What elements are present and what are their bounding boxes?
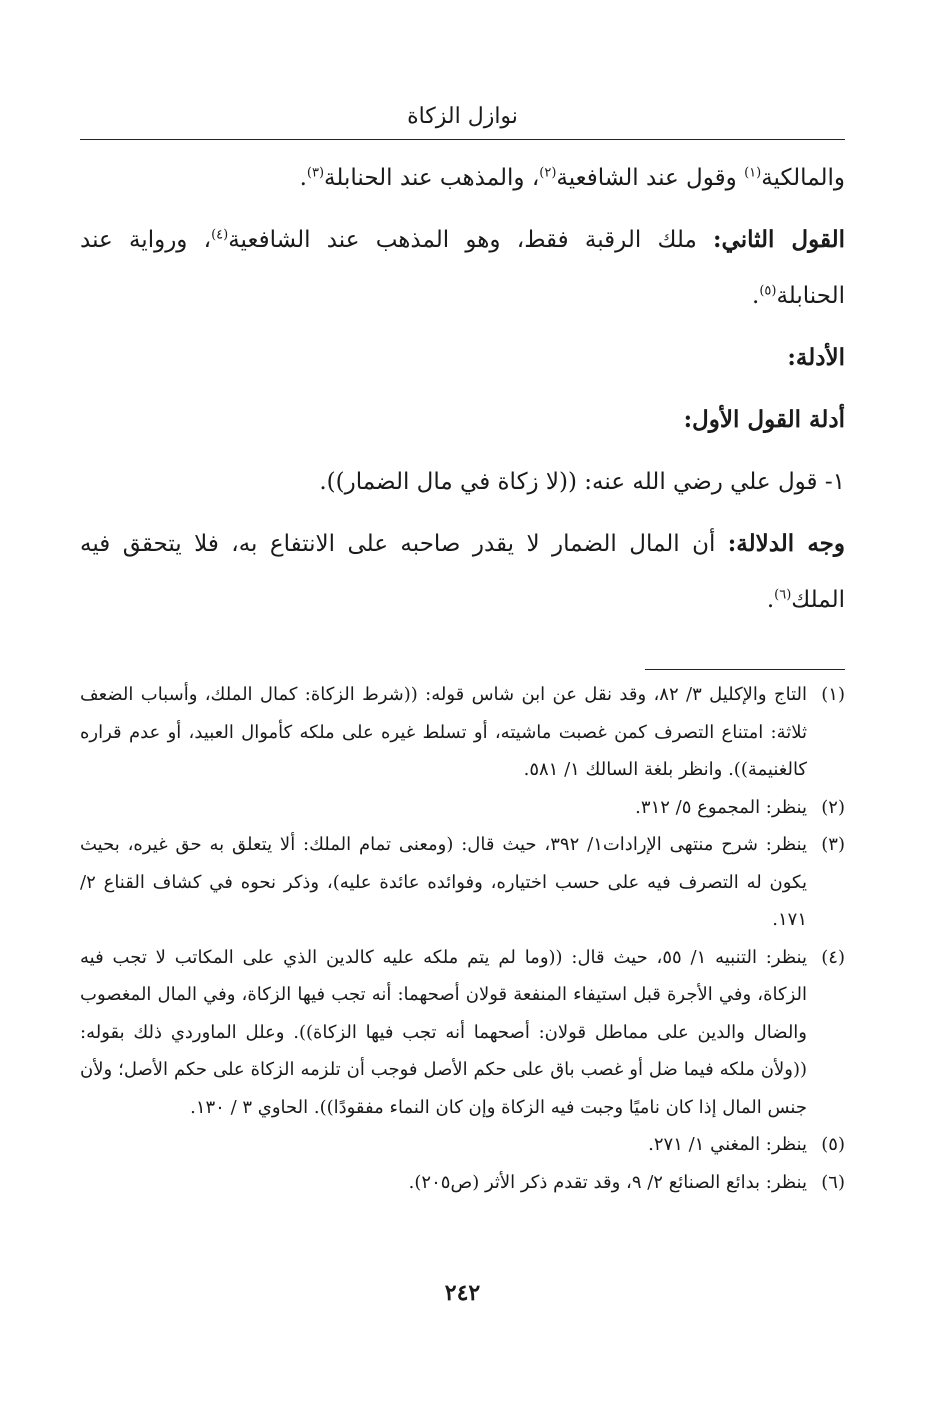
- footnote-text: ينظر: بدائع الصنائع ٢/ ٩، وقد تقدم ذكر الأثر (ص٢٠٥).: [408, 1171, 807, 1193]
- text-span: .: [752, 283, 760, 309]
- main-text: [80, 150, 845, 628]
- footnote-number: (٣): [821, 834, 845, 855]
- footnote-1: [80, 676, 845, 789]
- text-span: وقول عند الشافعية: [556, 165, 745, 191]
- footnote-number: (١): [821, 684, 845, 705]
- footnote-text: ينظر: المجموع ٥/ ٣١٢.: [635, 796, 807, 818]
- paragraph-second-opinion: [80, 212, 845, 324]
- footnote-ref-1[interactable]: (١): [744, 165, 762, 181]
- footnote-3: [80, 826, 845, 939]
- footnote-text: ينظر: التنبيه ١/ ٥٥، حيث قال: ((وما لم يتم ملكه عليه كالدين الذي على المكاتب لا تجب فيه الزكاة، وفي الأجرة قبل استيفاء المنفعة قولان أصحهما: أنه تجب فيها الزكاة، وفي المال المغصوب والضال والدين على مماطل قولان: أصحهما أنه تجب فيها الزكاة)). وعلل الماوردي ذلك بقوله: ((ولأن ملكه فيما ضل أو غصب باق على حكم الأصل فوجب أن تلزمه الزكاة على حكم الأصل؛ ولأن جنس المال إذا كان ناميًا وجبت فيه الزكاة وإن كان النماء مفقودًا)). الحاوي ٣ / ١٣٠.: [80, 946, 807, 1118]
- footnote-number: (٢): [821, 796, 845, 818]
- footnote-number: (٦): [821, 1171, 845, 1193]
- evidence-item-1: ١- قول علي رضي الله عنه: ((لا زكاة في مال الضمار)).: [319, 469, 845, 495]
- footnote-4: [80, 939, 845, 1127]
- footnote-ref-4[interactable]: (٤): [211, 227, 229, 243]
- footnote-number: (٤): [821, 946, 845, 968]
- footnote-ref-2[interactable]: (٢): [539, 165, 557, 181]
- text-span: أن المال الضمار لا يقدر صاحبه على الانتفاع به، فلا يتحقق فيه الملك: [80, 531, 845, 613]
- text-span: والمالكية: [761, 165, 845, 191]
- footnote-text: ينظر: المغني ١/ ٢٧١.: [648, 1134, 807, 1155]
- paragraph-schools: [80, 150, 845, 206]
- indication-label: وجه الدلالة:: [727, 530, 845, 557]
- text-span: ملك الرقبة فقط، وهو المذهب عند الشافعية: [228, 227, 714, 253]
- text-span: .: [766, 587, 775, 613]
- footnote-6: [80, 1164, 845, 1202]
- running-header: نوازل الزكاة: [407, 104, 518, 129]
- footnote-divider: [645, 669, 845, 670]
- footnote-text: التاج والإكليل ٣/ ٨٢، وقد نقل عن ابن شاس قوله: ((شرط الزكاة: كمال الملك، وأسباب الضعف ثلاثة: امتناع التصرف كمن غصبت ماشيته، أو تسلط غيره على ملكه كأموال العبيد، أو عدم قراره كالغنيمة)). وانظر بلغة السالك ١/ ٥٨١.: [80, 684, 807, 780]
- paragraph-indication: [80, 516, 845, 628]
- footnote-ref-3[interactable]: (٣): [306, 165, 325, 181]
- text-span: ، ورواية عند الحنابلة: [80, 227, 845, 309]
- footnote-ref-6[interactable]: (٦): [774, 587, 792, 603]
- footnote-ref-5[interactable]: (٥): [759, 283, 777, 299]
- page-number: ٢٤٢: [444, 1280, 481, 1306]
- footnote-2: [80, 789, 845, 827]
- footnotes-section: [80, 676, 845, 1201]
- footnote-5: [80, 1126, 845, 1164]
- footnote-text: ينظر: شرح منتهى الإرادات١/ ٣٩٢، حيث قال: (ومعنى تمام الملك: ألا يتعلق به حق غيره، بحيث يكون له التصرف فيه على حسب اختياره، وفوائده عائدة عليه)، وذكر نحوه في كشاف القناع ٢/ ١٧١.: [80, 834, 807, 930]
- text-span: ، والمذهب عند الحنابلة: [324, 165, 540, 191]
- text-span: .: [299, 165, 307, 191]
- heading-first-opinion-evidence: أدلة القول الأول:: [683, 406, 845, 433]
- second-opinion-label: القول الثاني:: [713, 226, 845, 253]
- heading-evidence: الأدلة:: [787, 344, 845, 371]
- header-divider: [80, 139, 845, 140]
- footnote-number: (٥): [821, 1134, 845, 1155]
